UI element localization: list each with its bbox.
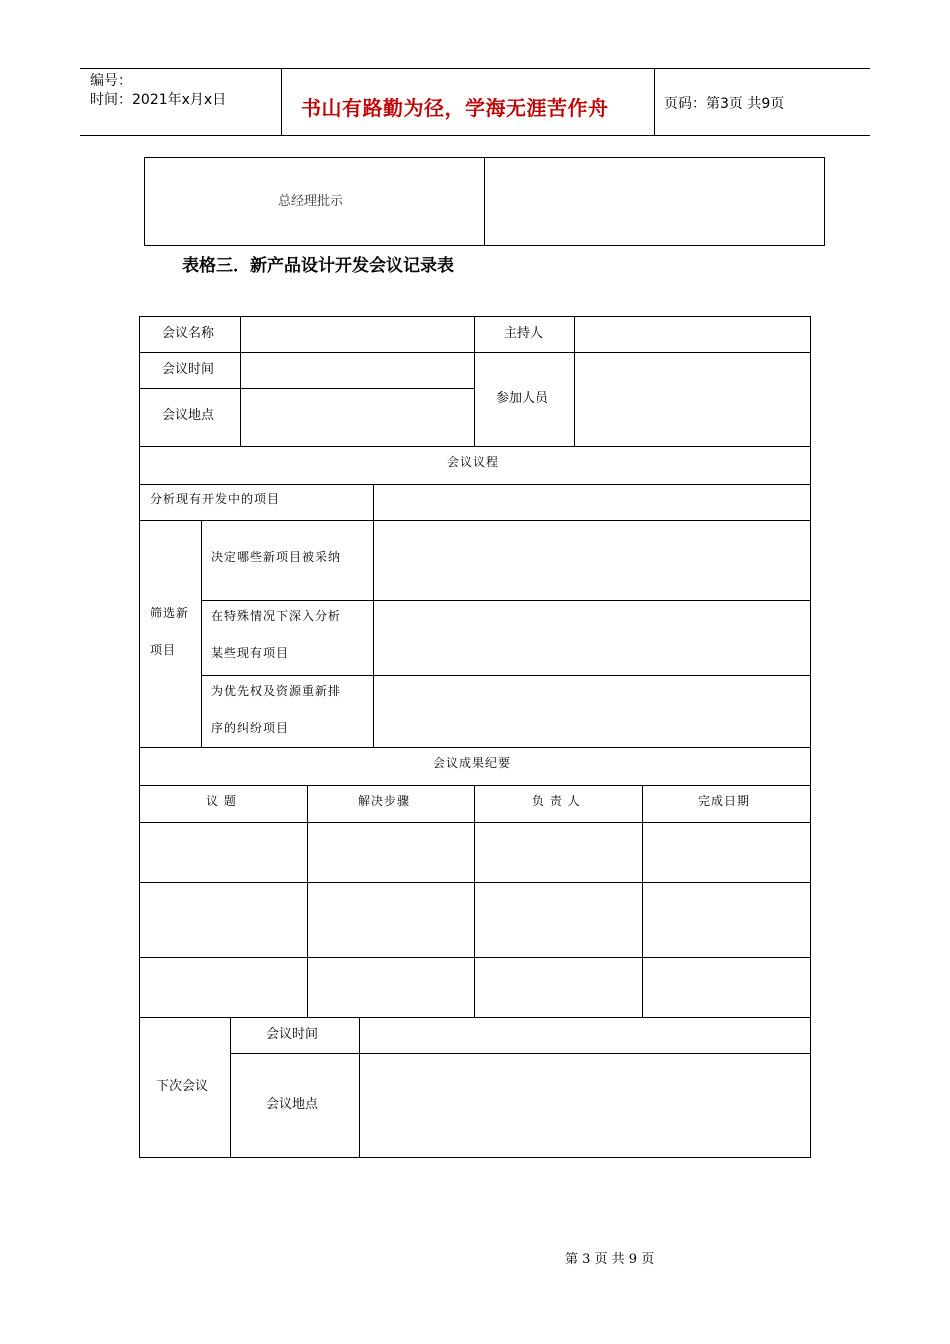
screen-group-cell: [139, 520, 202, 748]
screen-item-3-line2: 序的纠纷项目: [211, 721, 290, 735]
result-row-1-steps: [307, 822, 475, 883]
screen-item-2-line2: 某些现有项目: [211, 646, 290, 660]
host-value-cell: [574, 316, 811, 353]
screen-group-label-2: 项目: [150, 643, 177, 657]
screen-item-3-value: [373, 675, 811, 748]
name-value-cell: [240, 316, 475, 353]
section-title: 表格三．新产品设计开发会议记录表: [182, 256, 454, 276]
next-time-label: 会议时间: [266, 1027, 319, 1042]
agenda-item-1-value: [373, 484, 811, 521]
screen-item-3-line1: 为优先权及资源重新排: [211, 684, 342, 698]
results-header: 会议成果纪要: [433, 756, 512, 770]
result-row-3-date: [642, 957, 811, 1018]
agenda-header: 会议议程: [447, 455, 500, 469]
approval-label: 总经理批示: [278, 194, 344, 209]
header-top-rule: [80, 68, 870, 69]
result-row-2-steps: [307, 882, 475, 958]
result-row-2-date: [642, 882, 811, 958]
result-row-1-topic: [139, 822, 308, 883]
time-label: 会议时间: [162, 362, 215, 377]
header-divider-2: [654, 68, 655, 136]
serial-label: 编号：: [90, 73, 132, 89]
screen-item-1: 决定哪些新项目被采纳: [211, 550, 342, 564]
result-row-1-owner: [474, 822, 643, 883]
time-value-cell: [240, 352, 475, 389]
col-header-steps: 解决步骤: [358, 794, 411, 808]
page-label: 页码：第3页 共9页: [664, 96, 785, 112]
name-label: 会议名称: [162, 326, 215, 341]
result-row-2-topic: [139, 882, 308, 958]
participants-label: 参加人员: [496, 391, 549, 406]
approval-value-cell: [484, 157, 825, 246]
screen-item-2-line1: 在特殊情况下深入分析: [211, 609, 342, 623]
result-row-1-date: [642, 822, 811, 883]
result-row-3-steps: [307, 957, 475, 1018]
participants-value-cell: [574, 352, 811, 447]
footer-page-number: 第 3 页 共 9 页: [565, 1252, 655, 1267]
next-meeting-label: 下次会议: [156, 1079, 209, 1094]
header-bottom-rule: [80, 135, 870, 136]
screen-item-2-value: [373, 600, 811, 676]
place-label: 会议地点: [162, 408, 215, 423]
col-header-owner: 负 责 人: [532, 794, 581, 808]
next-place-value-cell: [359, 1053, 811, 1158]
result-row-2-owner: [474, 882, 643, 958]
screen-item-1-value: [373, 520, 811, 601]
result-row-3-topic: [139, 957, 308, 1018]
date-label: 时间：2021年x月x日: [90, 92, 227, 108]
result-row-3-owner: [474, 957, 643, 1018]
motto: 书山有路勤为径，学海无涯苦作舟: [301, 96, 609, 120]
col-header-date: 完成日期: [698, 794, 751, 808]
agenda-item-1: 分析现有开发中的项目: [150, 492, 281, 506]
place-value-cell: [240, 388, 475, 447]
header-divider-1: [281, 68, 282, 136]
next-place-label: 会议地点: [266, 1097, 319, 1112]
screen-group-label-1: 筛选新: [150, 606, 190, 620]
next-time-value-cell: [359, 1017, 811, 1054]
col-header-topic: 议 题: [206, 794, 237, 808]
host-label: 主持人: [504, 326, 544, 341]
